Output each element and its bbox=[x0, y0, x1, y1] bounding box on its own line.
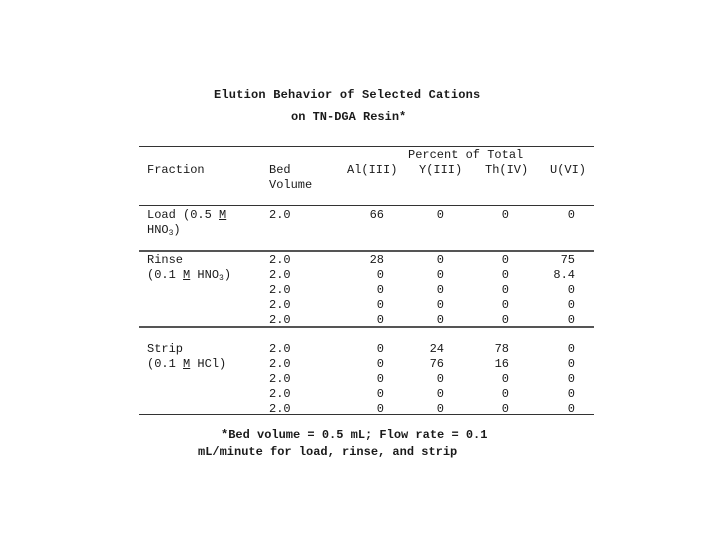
percent-cell: 0 bbox=[501, 283, 509, 297]
percent-cell: 0 bbox=[501, 372, 509, 386]
percent-cell: 0 bbox=[501, 402, 509, 416]
percent-cell: 0 bbox=[436, 208, 444, 222]
fraction-label: (0.1 M $HNO_3$) bbox=[147, 268, 232, 283]
percent-cell: 0 bbox=[376, 342, 384, 356]
footnote-line1: *Bed volume = 0.5 mL; Flow rate = 0.1 bbox=[221, 428, 488, 442]
percent-cell: 0 bbox=[501, 268, 509, 282]
bed-volume-cell: 2.0 bbox=[269, 268, 291, 282]
percent-cell: 78 bbox=[494, 342, 509, 356]
percent-cell: 0 bbox=[501, 313, 509, 327]
percent-cell: 0 bbox=[376, 387, 384, 401]
percent-cell: 0 bbox=[436, 253, 444, 267]
fraction-label: $HNO_3$) bbox=[147, 223, 181, 238]
percent-cell: 0 bbox=[436, 283, 444, 297]
percent-cell: 0 bbox=[436, 313, 444, 327]
percent-cell: 0 bbox=[501, 298, 509, 312]
bed-volume-cell: 2.0 bbox=[269, 342, 291, 356]
percent-cell: 0 bbox=[436, 372, 444, 386]
bed-volume-cell: 2.0 bbox=[269, 313, 291, 327]
table-title-line2: on TN-DGA Resin* bbox=[291, 110, 407, 124]
bed-volume-cell: 2.0 bbox=[269, 387, 291, 401]
group-rule bbox=[139, 326, 594, 328]
fraction-label: Strip bbox=[147, 342, 184, 356]
percent-of-total-header: Percent of Total bbox=[408, 148, 524, 162]
top-rule bbox=[139, 146, 594, 147]
percent-cell: 0 bbox=[567, 342, 575, 356]
footnote-line2: mL/minute for load, rinse, and strip bbox=[198, 445, 458, 459]
bed-volume-cell: 2.0 bbox=[269, 372, 291, 386]
header-rule bbox=[139, 205, 594, 206]
fraction-label: Rinse bbox=[147, 253, 184, 267]
bed-volume-cell: 2.0 bbox=[269, 402, 291, 416]
percent-cell: 0 bbox=[436, 268, 444, 282]
percent-cell: 8.4 bbox=[553, 268, 575, 282]
col-header-u: U(VI) bbox=[550, 163, 587, 177]
percent-cell: 0 bbox=[567, 387, 575, 401]
percent-cell: 0 bbox=[376, 313, 384, 327]
bed-volume-cell: 2.0 bbox=[269, 357, 291, 371]
percent-cell: 0 bbox=[376, 283, 384, 297]
col-header-th: Th(IV) bbox=[485, 163, 529, 177]
fraction-label: (0.1 M HCl) bbox=[147, 357, 227, 371]
percent-cell: 0 bbox=[436, 298, 444, 312]
group-rule bbox=[139, 414, 594, 415]
percent-cell: 0 bbox=[376, 372, 384, 386]
percent-cell: 0 bbox=[567, 283, 575, 297]
percent-cell: 0 bbox=[567, 208, 575, 222]
percent-cell: 24 bbox=[429, 342, 444, 356]
percent-cell: 0 bbox=[501, 208, 509, 222]
bed-volume-cell: 2.0 bbox=[269, 208, 291, 222]
percent-cell: 28 bbox=[369, 253, 384, 267]
group-rule bbox=[139, 250, 594, 252]
table-title-line1: Elution Behavior of Selected Cations bbox=[214, 88, 481, 102]
percent-cell: 0 bbox=[567, 298, 575, 312]
percent-cell: 0 bbox=[567, 402, 575, 416]
percent-cell: 0 bbox=[436, 387, 444, 401]
bed-volume-header-line2: Volume bbox=[269, 178, 313, 192]
percent-cell: 0 bbox=[567, 357, 575, 371]
percent-cell: 76 bbox=[429, 357, 444, 371]
percent-cell: 0 bbox=[376, 402, 384, 416]
percent-cell: 0 bbox=[501, 253, 509, 267]
bed-volume-header-line1: Bed bbox=[269, 163, 291, 177]
percent-cell: 0 bbox=[501, 387, 509, 401]
bed-volume-cell: 2.0 bbox=[269, 283, 291, 297]
percent-cell: 0 bbox=[567, 372, 575, 386]
bed-volume-cell: 2.0 bbox=[269, 298, 291, 312]
fraction-header: Fraction bbox=[147, 163, 205, 177]
percent-cell: 66 bbox=[369, 208, 384, 222]
fraction-label: Load (0.5 M bbox=[147, 208, 227, 222]
percent-cell: 0 bbox=[376, 298, 384, 312]
percent-cell: 0 bbox=[567, 313, 575, 327]
percent-cell: 75 bbox=[560, 253, 575, 267]
bed-volume-cell: 2.0 bbox=[269, 253, 291, 267]
col-header-y: Y(III) bbox=[419, 163, 463, 177]
percent-cell: 16 bbox=[494, 357, 509, 371]
percent-cell: 0 bbox=[376, 268, 384, 282]
percent-cell: 0 bbox=[376, 357, 384, 371]
percent-cell: 0 bbox=[436, 402, 444, 416]
col-header-al: Al(III) bbox=[347, 163, 398, 177]
